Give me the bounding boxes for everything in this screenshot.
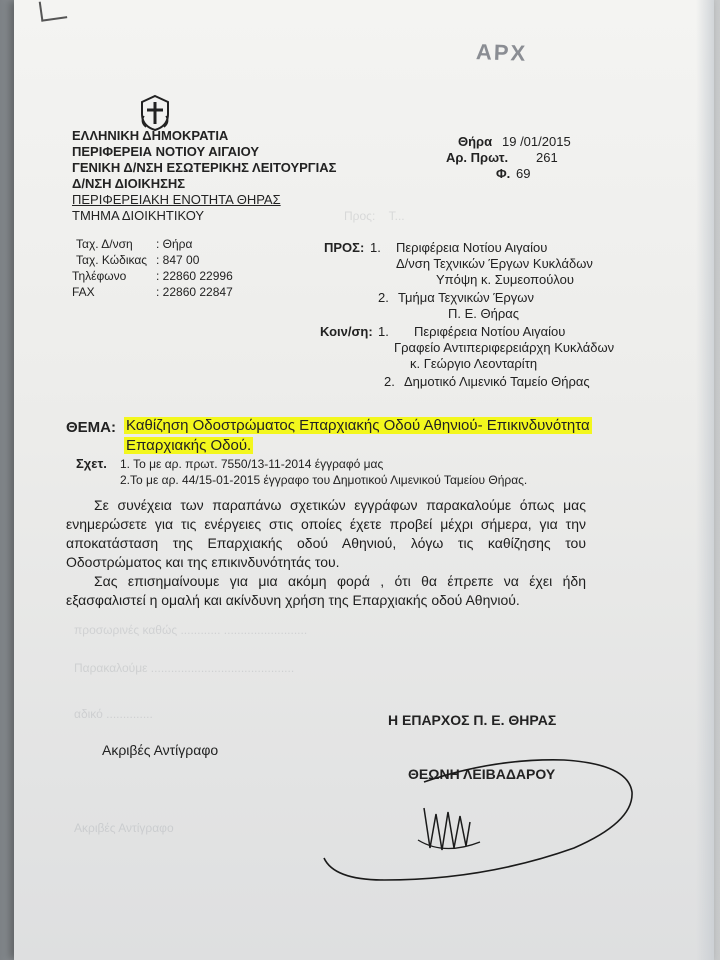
subject-label: ΘΕΜΑ:: [66, 419, 116, 436]
to-2-number: 2.: [378, 290, 389, 305]
cc-1-line-1: Περιφέρεια Νοτίου Αιγαίου: [414, 324, 566, 339]
postal-label: Ταχ. Κώδικας: [76, 253, 148, 267]
fax-label: FAX: [72, 285, 95, 299]
cc-label: Κοιν/ση:: [320, 324, 373, 339]
cc-2-number: 2.: [384, 374, 395, 389]
header-line-3: ΓΕΝΙΚΗ Δ/ΝΣΗ ΕΣΩΤΕΡΙΚΗΣ ΛΕΙΤΟΥΡΓΙΑΣ: [72, 160, 337, 175]
header-line-2: ΠΕΡΙΦΕΡΕΙΑ ΝΟΤΙΟΥ ΑΙΓΑΙΟΥ: [72, 144, 260, 159]
reference-1: 1. Το με αρ. πρωτ. 7550/13-11-2014 έγγραφό μας: [120, 457, 384, 471]
signatory-title: Η ΕΠΑΡΧΟΣ Π. Ε. ΘΗΡΑΣ: [388, 712, 557, 728]
cc-1-line-3: κ. Γεώργιο Λεονταρίτη: [410, 356, 538, 371]
subject-line-1-text: Καθίζηση Οδοστρώματος Επαρχιακής Οδού Αθηνιού- Επικινδυνότητα: [126, 417, 590, 434]
to-1-line-2: Δ/νση Τεχνικών Έργων Κυκλάδων: [396, 256, 593, 271]
bleed-through-text: αδικό ..............: [74, 707, 153, 721]
to-1-number: 1.: [370, 240, 381, 255]
bleed-through-text: Προς: Τ...: [344, 209, 405, 223]
greek-emblem-icon: [138, 94, 172, 132]
postal-value: : 847 00: [156, 253, 200, 267]
protocol-label: Αρ. Πρωτ.: [446, 150, 509, 165]
to-1-line-3: Υπόψη κ. Συμεοπούλου: [436, 272, 574, 287]
header-line-4: Δ/ΝΣΗ ΔΙΟΙΚΗΣΗΣ: [72, 176, 186, 191]
references-label: Σχετ.: [76, 456, 107, 471]
bleed-through-text: προσωρινές καθώς ............ .........................: [74, 623, 308, 637]
cc-1-line-2: Γραφείο Αντιπεριφερειάρχη Κυκλάδων: [394, 340, 615, 355]
body-paragraph-1: Σε συνέχεια των παραπάνω σχετικών εγγράφων παρακαλούμε όπως μας ενημερώσετε για τις ενέργειες στις οποίες έχετε προβεί μέχρι σήμερα, για την αποκατάσταση της Επαρχιακής οδού Αθηνιού, λόγω τις καθίζησης του Οδοστρώματος και της επικινδυνότητάς του.: [66, 497, 586, 570]
subject-line-2-text: Επαρχιακής Οδού.: [126, 437, 252, 454]
address-label: Ταχ. Δ/νση: [76, 237, 133, 251]
cc-1-number: 1.: [378, 324, 389, 339]
cc-2-line-1: Δημοτικό Λιμενικό Ταμείο Θήρας: [404, 374, 590, 389]
exact-copy-label: Ακριβές Αντίγραφο: [102, 742, 219, 758]
signatory-name: ΘΕΩΝΗ ΛΕΙΒΑΔΑΡΟΥ: [408, 766, 556, 782]
body-paragraph-2: Σας επισημαίνουμε για μια ακόμη φορά , ότι θα έπρεπε να έχει ήδη εξασφαλιστεί η ομαλή και ακίνδυνη χρήση της Επαρχιακής οδού Αθηνιού.: [66, 573, 586, 608]
address-value: : Θήρα: [156, 237, 193, 251]
staple-mark: [39, 0, 68, 22]
to-1-line-1: Περιφέρεια Νοτίου Αιγαίου: [396, 240, 548, 255]
paper-edge: [696, 0, 714, 960]
subject-line-2: [124, 436, 253, 456]
to-2-line-2: Π. Ε. Θήρας: [448, 306, 520, 321]
to-label: ΠΡΟΣ:: [324, 240, 365, 255]
subject-line-1: [124, 416, 592, 436]
header-line-6: ΤΜΗΜΑ ΔΙΟΙΚΗΤΙΚΟΥ: [72, 208, 205, 223]
file-number: 69: [516, 166, 531, 181]
file-label: Φ.: [496, 166, 511, 181]
archive-stamp: ΑΡΧ: [475, 39, 528, 66]
phone-value: : 22860 22996: [156, 269, 233, 283]
header-line-5: ΠΕΡΙΦΕΡΕΙΑΚΗ ΕΝΟΤΗΤΑ ΘΗΡΑΣ: [72, 192, 281, 207]
reference-2: 2.Το με αρ. 44/15-01-2015 έγγραφο του Δημοτικού Λιμενικού Ταμείου Θήρας.: [120, 473, 528, 487]
document-page: [14, 0, 714, 960]
handwritten-signature-icon: [314, 730, 644, 890]
bleed-through-text: Παρακαλούμε ...........................................: [74, 661, 295, 675]
protocol-number: 261: [536, 150, 558, 165]
document-date: 19 /01/2015: [502, 134, 571, 149]
bleed-through-text: Ακριβές Αντίγραφο: [74, 821, 174, 835]
to-2-line-1: Τμήμα Τεχνικών Έργων: [398, 290, 534, 305]
phone-label: Τηλέφωνο: [72, 269, 127, 283]
fax-value: : 22860 22847: [156, 285, 233, 299]
place-label: Θήρα: [458, 134, 493, 149]
header-line-1: ΕΛΛΗΝΙΚΗ ΔΗΜΟΚΡΑΤΙΑ: [72, 128, 229, 143]
